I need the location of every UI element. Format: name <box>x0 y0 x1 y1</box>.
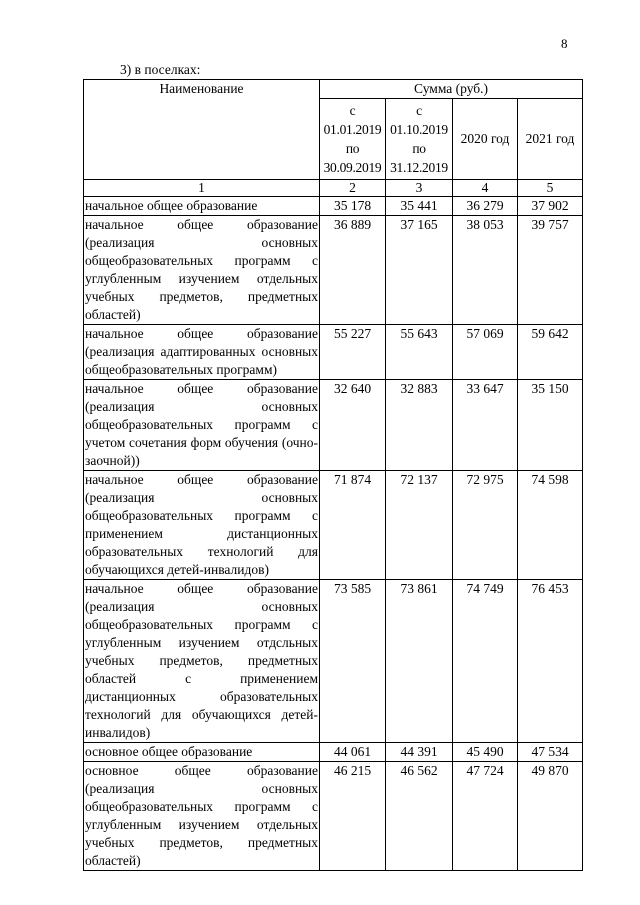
row-value: 32 640 <box>320 380 386 471</box>
row-name: начальное общее образование (реализация основных общеобразовательных программ с применением дистанционных образовательных технологий для обучающихся детей-инвалидов) <box>84 471 320 580</box>
column-index-row <box>84 180 583 197</box>
row-value: 74 749 <box>453 580 518 743</box>
row-value: 47 534 <box>518 743 583 762</box>
row-name: начальное общее образование (реализация основных общеобразовательных программ с учетом сочетания форм обучения (очно-заочной)) <box>84 380 320 471</box>
row-value: 49 870 <box>518 762 583 871</box>
year-header-2020: 2020 год <box>453 99 518 180</box>
header-row-top <box>84 80 583 99</box>
row-value: 35 441 <box>386 197 453 216</box>
row-value: 73 861 <box>386 580 453 743</box>
row-value: 73 585 <box>320 580 386 743</box>
period-2-to-label: по <box>412 141 426 156</box>
table-row <box>84 380 583 471</box>
row-value: 59 642 <box>518 325 583 380</box>
row-value: 37 902 <box>518 197 583 216</box>
row-value: 35 178 <box>320 197 386 216</box>
row-value: 36 279 <box>453 197 518 216</box>
row-value: 47 724 <box>453 762 518 871</box>
table-row <box>84 325 583 380</box>
row-value: 76 453 <box>518 580 583 743</box>
period-1-end-date: 30.09.2019 <box>323 160 382 175</box>
row-value: 71 874 <box>320 471 386 580</box>
section-title: 3) в поселках: <box>120 62 201 77</box>
table-row <box>84 471 583 580</box>
row-name: начальное общее образование <box>84 197 320 216</box>
row-value: 36 889 <box>320 216 386 325</box>
row-value: 44 061 <box>320 743 386 762</box>
column-index-cell: 5 <box>518 180 583 197</box>
row-name: начальное общее образование (реализация основных общеобразовательных программ с углубленным изучением отдельных учебных предметов, предметных областей) <box>84 216 320 325</box>
year-header-2021: 2021 год <box>518 99 583 180</box>
table-row <box>84 216 583 325</box>
column-index-cell: 4 <box>453 180 518 197</box>
row-value: 44 391 <box>386 743 453 762</box>
name-column-header: Наименование <box>84 80 320 180</box>
period-2-from-label: с <box>416 103 422 118</box>
row-value: 57 069 <box>453 325 518 380</box>
row-value: 35 150 <box>518 380 583 471</box>
row-name: начальное общее образование (реализация адаптированных основных общеобразовательных программ) <box>84 325 320 380</box>
table-row <box>84 762 583 871</box>
row-value: 33 647 <box>453 380 518 471</box>
row-name: основное общее образование <box>84 743 320 762</box>
period-1-from-label: с <box>349 103 356 118</box>
period-2-start-date: 01.10.2019 <box>390 122 448 137</box>
table-row <box>84 197 583 216</box>
cost-table <box>83 79 583 871</box>
row-value: 32 883 <box>386 380 453 471</box>
row-value: 37 165 <box>386 216 453 325</box>
sum-group-header: Сумма (руб.) <box>320 80 583 99</box>
column-index-cell: 1 <box>84 180 320 197</box>
row-value: 55 643 <box>386 325 453 380</box>
period-header-1 <box>320 99 386 180</box>
page-number: 8 <box>561 36 568 51</box>
row-name: начальное общее образование (реализация основных общеобразовательных программ с углубленным изучением отдсльных учебных предметов, предметных областей с применением дистанционных образовательных технологий для обучающихся детей-инвалидов) <box>84 580 320 743</box>
table-row <box>84 580 583 743</box>
row-value: 38 053 <box>453 216 518 325</box>
row-value: 46 562 <box>386 762 453 871</box>
table-row <box>84 743 583 762</box>
row-value: 39 757 <box>518 216 583 325</box>
row-value: 74 598 <box>518 471 583 580</box>
row-value: 72 975 <box>453 471 518 580</box>
row-value: 46 215 <box>320 762 386 871</box>
column-index-cell: 3 <box>386 180 453 197</box>
row-value: 72 137 <box>386 471 453 580</box>
column-index-cell: 2 <box>320 180 386 197</box>
period-header-2 <box>386 99 453 180</box>
row-name: основное общее образование (реализация основных общеобразовательных программ с углубленным изучением отдельных учебных предметов, предметных областей) <box>84 762 320 871</box>
period-1-to-label: по <box>345 141 360 156</box>
row-value: 55 227 <box>320 325 386 380</box>
period-1-start-date: 01.01.2019 <box>323 122 382 137</box>
period-2-end-date: 31.12.2019 <box>390 160 448 175</box>
row-value: 45 490 <box>453 743 518 762</box>
